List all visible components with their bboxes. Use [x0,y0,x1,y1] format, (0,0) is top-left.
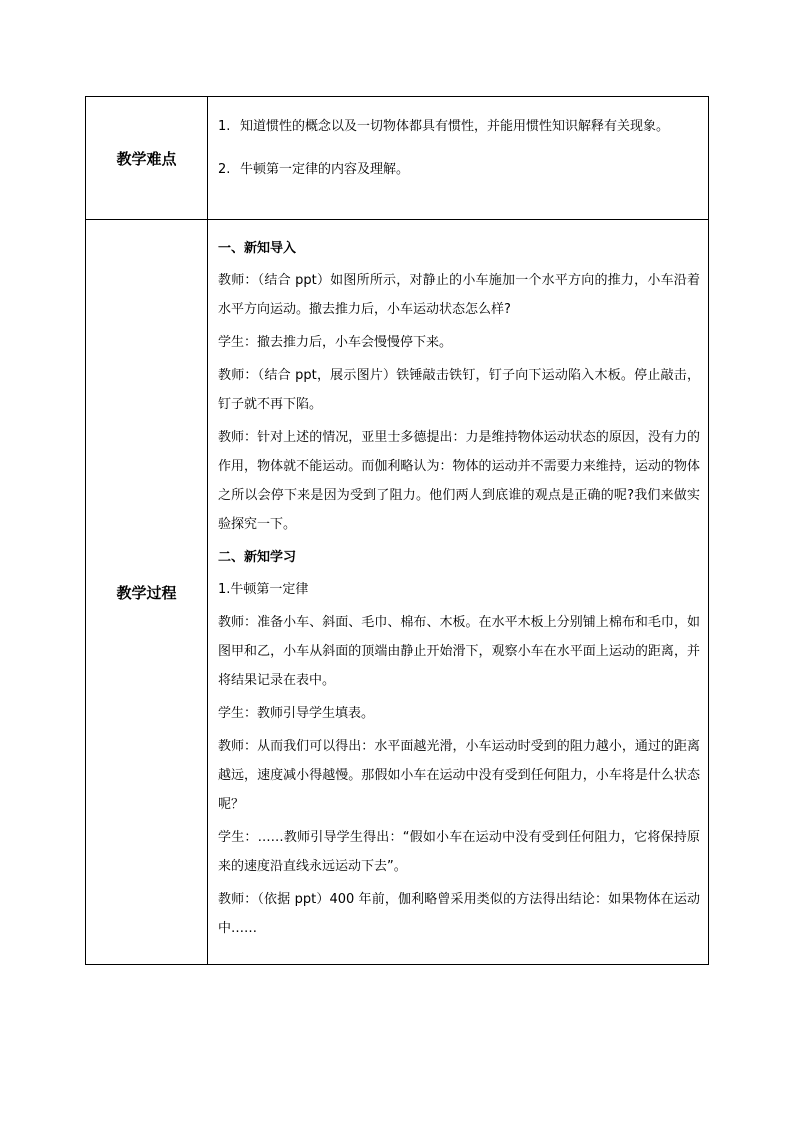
paragraph: 学生：……教师引导学生得出：“假如小车在运动中没有受到任何阻力，它将保持原来的速度沿直线永远运动下去”。 [218,830,700,874]
lesson-plan-table [85,96,709,965]
section-heading: 二、新知学习 [218,550,297,565]
paragraph: 教师：（依据 ppt）400 年前，伽利略曾采用类似的方法得出结论：如果物体在运动中…… [218,892,700,936]
list-item-number: 2. [218,162,231,177]
list-item [218,117,700,137]
process-label: 教学过程 [86,220,208,965]
paragraph: 教师：针对上述的情况，亚里士多德提出：力是维持物体运动状态的原因，没有力的作用，物体就不能运动。而伽利略认为：物体的运动并不需要力来维持，运动的物体之所以会停下来是因为受到了阻力。他们两人到底谁的观点是正确的呢?我们来做实验探究一下。 [218,430,700,532]
difficulty-content [208,97,709,220]
difficulty-list [218,97,700,180]
paragraph: 教师：准备小车、斜面、毛巾、棉布、木板。在水平木板上分别铺上棉布和毛巾，如图甲和乙，小车从斜面的顶端由静止开始滑下，观察小车在水平面上运动的距离，并将结果记录在表中。 [218,615,700,688]
paragraph: 学生：撤去推力后，小车会慢慢停下来。 [218,335,453,350]
process-content [208,220,709,965]
list-item-text: 知道惯性的概念以及一切物体都具有惯性，并能用惯性知识解释有关现象。 [240,119,670,134]
list-item-text: 牛顿第一定律的内容及理解。 [240,162,410,177]
list-item-number: 1. [218,119,231,134]
paragraph: 学生：教师引导学生填表。 [218,706,375,721]
paragraph: 教师：从而我们可以得出：水平面越光滑，小车运动时受到的阻力越小，通过的距离越远，速度减小得越慢。那假如小车在运动中没有受到任何阻力，小车将是什么状态呢？ [218,739,700,812]
list-item [218,160,700,180]
process-row [86,220,709,965]
section-heading: 一、新知导入 [218,241,297,256]
subheading: 1.牛顿第一定律 [218,582,309,597]
difficulty-label: 教学难点 [86,97,208,220]
difficulty-row [86,97,709,220]
paragraph: 教师：（结合 ppt，展示图片）铁锤敲击铁钉，钉子向下运动陷入木板。停止敲击，钉子就不再下陷。 [218,368,700,412]
paragraph: 教师：（结合 ppt）如图所所示，对静止的小车施加一个水平方向的推力，小车沿着水平方向运动。撤去推力后，小车运动状态怎么样? [218,273,700,317]
